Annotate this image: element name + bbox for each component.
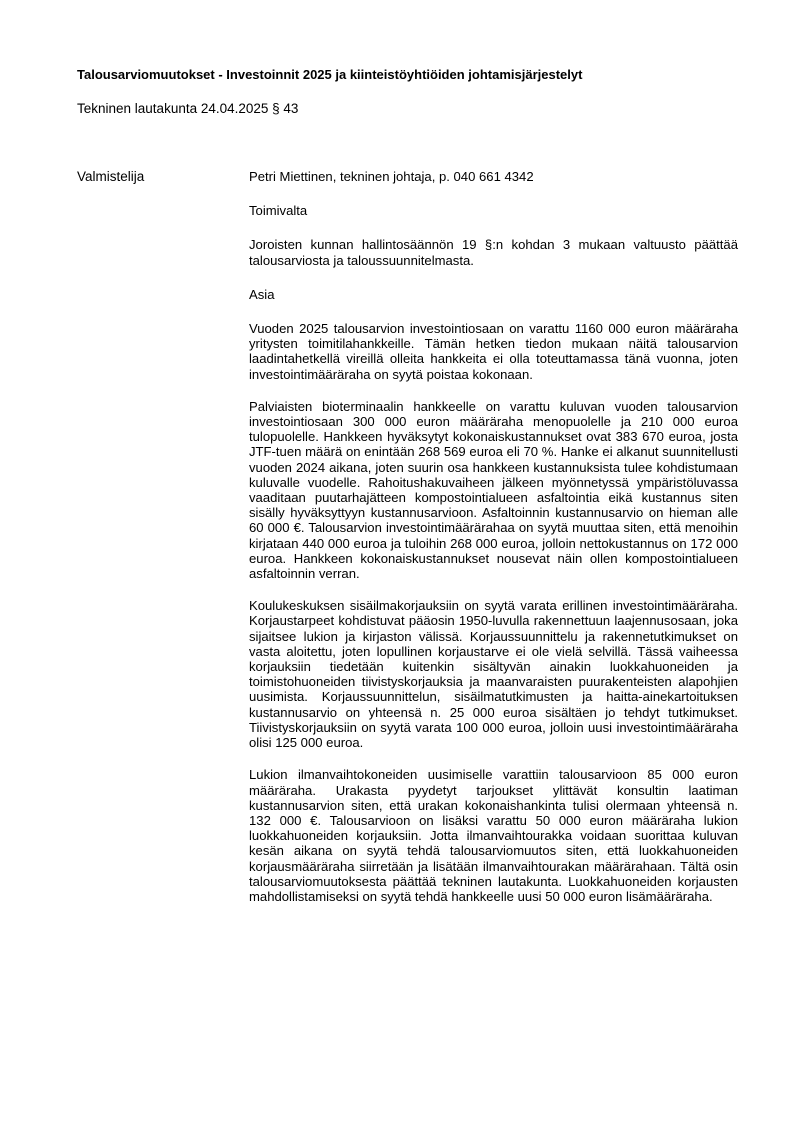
paragraph-lukion-ilmanvaihto: Lukion ilmanvaihtokoneiden uusimiselle varattiin talousarvioon 85 000 euron määräraha. Urakasta pyydetyt tarjoukset ylittävät konsultin laatiman kustannusarvion siten, että urakan kokonaishankinta tulisi olermaan yhteensä n. 132 000 €. Talousarvioon on lisäksi varattu 50 000 euron määräraha lukion luokkahuoneiden korjauksiin. Jotta ilmanvaihtourakka voidaan suorittaa kuluvan kesän aikana on syytä tehdä talousarviomuutos siten, että luokkahuoneiden korjausmääräraha siirretään ja lisätään ilmanvaihtourakan määrärahaan. Tältä osin talousarviomuutoksesta päättää tekninen lautakunta. Luokkahuoneiden korjausten mahdollistamiseksi on syytä tehdä hankkeelle uusi 50 000 euron lisämääräraha.	[249, 767, 738, 904]
section-heading-asia: Asia	[249, 286, 275, 302]
meeting-reference: Tekninen lautakunta 24.04.2025 § 43	[77, 101, 299, 116]
paragraph-koulukeskus: Koulukeskuksen sisäilmakorjauksiin on syytä varata erillinen investointimääräraha. Korjaustarpeet kohdistuvat pääosin 1950-luvulla rakennettuun laajennusosaan, joka sijaitsee lukion ja kirjaston välissä. Korjaussuunnittelu ja rakennetutkimukset on vasta aloitettu, joten lopullinen korjaustarve ei ole vielä selvillä. Tässä vaiheessa korjauksiin tiedetään kuitenkin sisältyvän ainakin luokkahuoneiden ja toimistohuoneiden tiivistyskorjauksia ja maanvaraisten puurakenteisten alapohjien uusimista. Korjaussuunnittelun, sisäilmatutkimusten ja haitta-ainekartoituksen kustannusarvio on yhteensä n. 25 000 euroa sisältäen jo tehdyt tutkimukset. Tiivistyskorjauksiin on syytä varata 100 000 euroa, jolloin uusi investointimääräraha olisi 125 000 euroa.	[249, 598, 738, 751]
paragraph-yritysten-toimitilat: Vuoden 2025 talousarvion investointiosaan on varattu 1160 000 euron määräraha yritysten toimitilahankkeille. Tämän hetken tiedon mukaan näitä talousarvion laadintahetkellä vireillä olleita hankkeita ei olla toteuttamassa tänä vuonna, joten investointimääräraha on syytä poistaa kokonaan.	[249, 321, 738, 382]
preparer-label: Valmistelija	[77, 169, 145, 184]
preparer-name: Petri Miettinen, tekninen johtaja, p. 040 661 4342	[249, 169, 534, 184]
paragraph-toimivalta: Joroisten kunnan hallintosäännön 19 §:n kohdan 3 mukaan valtuusto päättää talousarviosta ja taloussuunnitelmasta.	[249, 237, 738, 268]
document-body	[249, 169, 738, 904]
document-title: Talousarviomuutokset - Investoinnit 2025 ja kiinteistöyhtiöiden johtamisjärjestelyt	[77, 67, 583, 82]
section-heading-toimivalta: Toimivalta	[249, 203, 308, 219]
paragraph-bioterminaali: Palviaisten bioterminaalin hankkeelle on varattu kuluvan vuoden talousarvion investointiosaan 300 000 euron määräraha menopuolelle ja 210 000 euroa tulopuolelle. Hankkeen hyväksytyt kokonaiskustannukset ovat 383 670 euroa, josta JTF-tuen määrä on enintään 268 569 euroa eli 70 %. Hanke ei alkanut suunnitellusti vuoden 2024 aikana, joten suurin osa hankkeen kustannuksista tulee kohdistumaan kuluvalle vuodelle. Rahoitushakuvaiheen jälkeen myönnetyssä ympäristöluvassa vaaditaan puutarhajätteen kompostointialueen asfaltointia eikä kustannus siten sisälly hyväksyttyyn kustannusarvioon. Asfaltoinnin kustannusarvio on hieman alle 60 000 €. Talousarvion investointimäärärahaa on syytä muuttaa siten, että menoihin kirjataan 440 000 euroa ja tuloihin 268 000 euroa, jolloin nettokustannus on 172 000 euroa. Hankkeen kokonaiskustannukset nousevat näin ollen kompostointialueen asfaltoinnin verran.	[249, 398, 738, 582]
